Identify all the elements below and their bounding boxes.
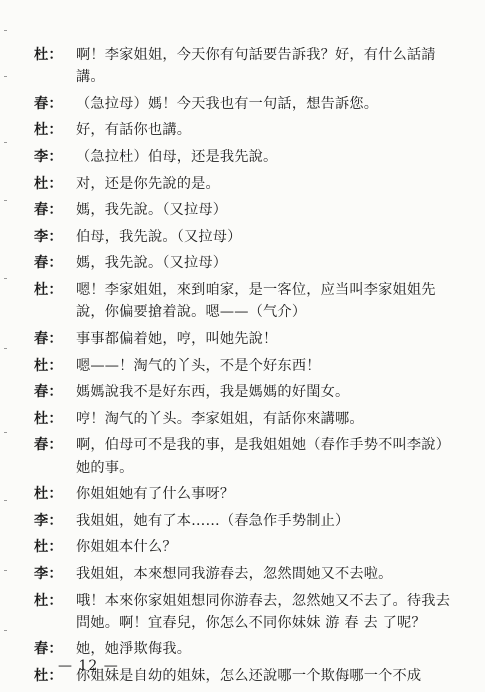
- speaker-name: 春：: [34, 95, 63, 112]
- dialogue-text: 我姐姐，她有了本……（春急作手势制止）: [76, 512, 350, 529]
- dialogue-line: [34, 590, 454, 635]
- speaker-name: 春：: [34, 437, 63, 454]
- speaker-name: 杜：: [34, 175, 63, 192]
- speaker-name: 李：: [34, 512, 63, 529]
- speaker-name: 杜：: [34, 282, 63, 299]
- speaker-name: 春：: [34, 330, 63, 347]
- speaker-name: 李：: [34, 149, 63, 166]
- dialogue-line: [34, 328, 454, 350]
- dialogue-text: 她，她淨欺侮我。: [76, 641, 192, 658]
- page-number: — 12 —: [58, 658, 119, 674]
- speaker-name: 杜：: [34, 47, 63, 63]
- dialogue-text: 啊，伯母可不是我的事，是我姐姐她（春作手势不叫李說）她的事。: [76, 437, 451, 476]
- dialogue-text: 哦！本來你家姐姐想同你游春去，忽然她又不去了。待我去問她。啊！宜春兒，你怎么不同你妹妹 游 春 去 了呢？: [76, 592, 451, 631]
- dialogue-text: 对，还是你先說的是。: [76, 175, 220, 192]
- speaker-name: 杜：: [34, 122, 63, 139]
- dialogue-line: [34, 252, 454, 274]
- dialogue-line: [34, 173, 454, 195]
- speaker-name: 杜：: [34, 592, 63, 609]
- dialogue-text: 好，有話你也講。: [76, 122, 192, 139]
- dialogue-line: [34, 93, 454, 115]
- dialogue-line: [34, 119, 454, 141]
- dialogue-text: 嗯——！淘气的丫头，不是个好东西！: [76, 357, 321, 374]
- dialogue-text: （急拉母）媽！今天我也有一句話，想告訴您。: [76, 95, 379, 112]
- dialogue-text: 你姐妹是自幼的姐妹，怎么还說哪一个欺侮哪一个不成: [76, 668, 422, 685]
- dialogue-text: 哼！淘气的丫头。李家姐姐，有話你來講哪。: [76, 410, 364, 427]
- dialogue-text: （急拉杜）伯母，还是我先說。: [76, 149, 278, 166]
- dialogue-line: [34, 483, 454, 505]
- dialogue-text: 事事都偏着她，哼，叫她先說！: [76, 330, 278, 347]
- dialogue-line: [34, 146, 454, 168]
- speaker-name: 春：: [34, 641, 63, 658]
- dialogue-text: 伯母，我先說。（又拉母）: [76, 228, 242, 245]
- speaker-name: 李：: [34, 228, 63, 245]
- speaker-name: 春：: [34, 255, 63, 272]
- dialogue-line: [34, 536, 454, 558]
- speaker-name: 杜：: [34, 410, 63, 427]
- dialogue-line: [34, 199, 454, 221]
- script-dialogue: [34, 44, 454, 692]
- binding-margin-marks: [4, 30, 8, 650]
- dialogue-line: [34, 44, 454, 89]
- dialogue-line: [34, 408, 454, 430]
- dialogue-line: [34, 355, 454, 377]
- dialogue-line: [34, 563, 454, 585]
- dialogue-text: 嗯！李家姐姐，來到咱家，是一客位，应当叫李家姐姐先說，你偏要搶着說。嗯——（气介）: [76, 282, 436, 321]
- dialogue-text: 啊！李家姐姐，今天你有句話要告訴我？好，有什么話請講。: [76, 47, 436, 86]
- dialogue-line: [34, 510, 454, 532]
- speaker-name: 春：: [34, 384, 63, 401]
- dialogue-text: 媽媽說我不是好东西，我是媽媽的好閨女。: [76, 384, 350, 401]
- speaker-name: 杜：: [34, 668, 63, 685]
- speaker-name: 李：: [34, 565, 63, 582]
- dialogue-line: [34, 434, 454, 479]
- dialogue-text: 你姐姐本什么？: [76, 539, 177, 556]
- dialogue-text: 我姐姐，本來想同我游春去，忽然間她又不去啦。: [76, 565, 393, 582]
- speaker-name: 春：: [34, 202, 63, 219]
- dialogue-text: 媽，我先說。（又拉母）: [76, 202, 228, 219]
- speaker-name: 杜：: [34, 357, 63, 374]
- dialogue-line: [34, 226, 454, 248]
- dialogue-text: 媽，我先說。（又拉母）: [76, 255, 228, 272]
- speaker-name: 杜：: [34, 539, 63, 556]
- speaker-name: 杜：: [34, 486, 63, 503]
- dialogue-text: 你姐姐她有了什么事呀？: [76, 486, 235, 503]
- dialogue-line: [34, 279, 454, 324]
- dialogue-line: [34, 381, 454, 403]
